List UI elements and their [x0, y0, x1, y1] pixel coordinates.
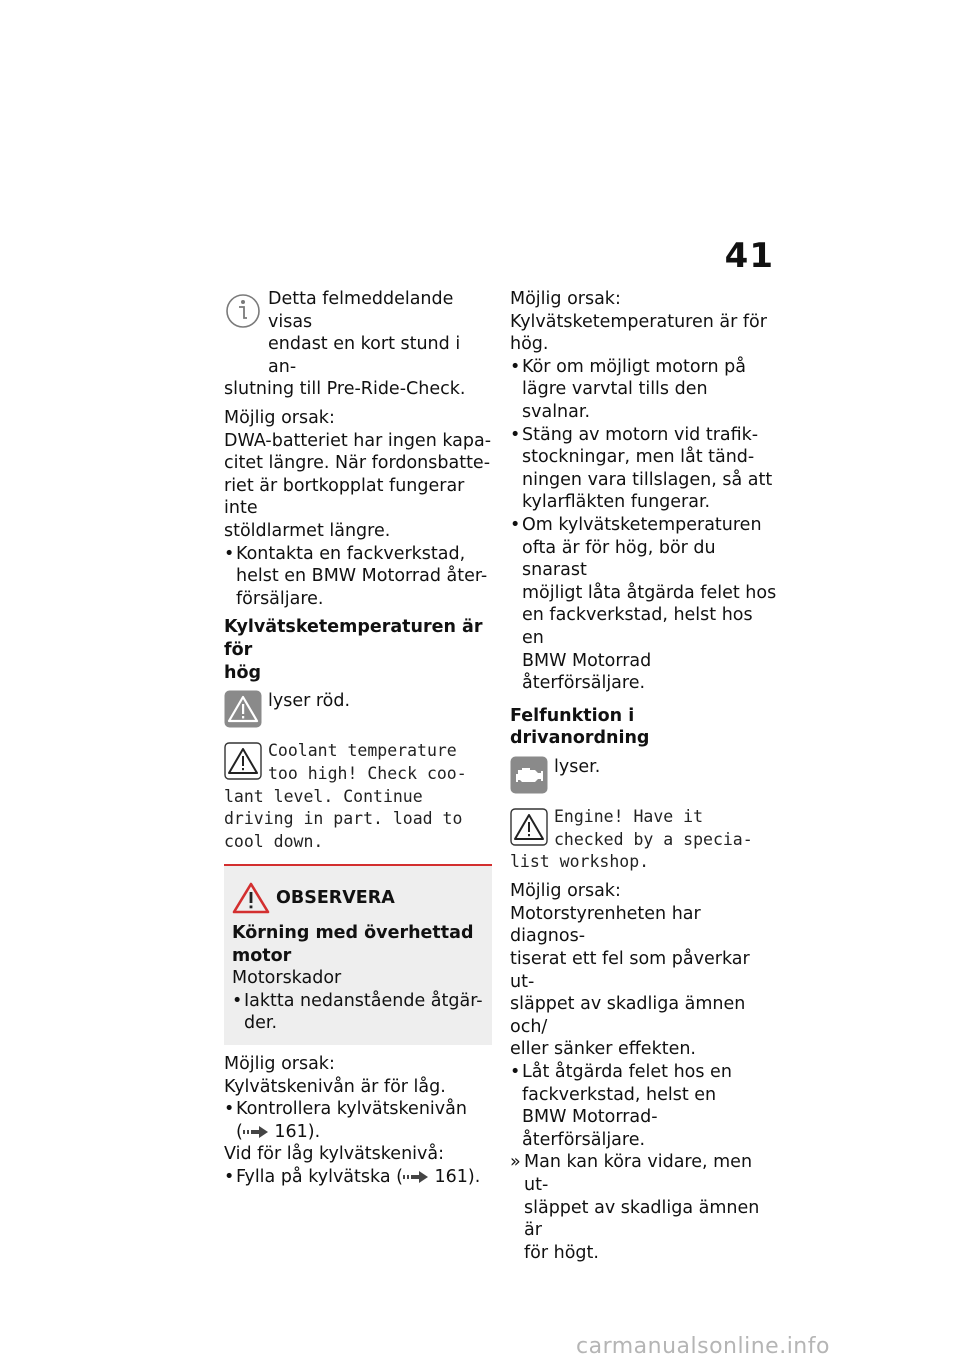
- cause-engine: Möjlig orsak: Motorstyrenheten har diagnos- tiserat ett fel som påverkar ut- släppet av skadliga ämnen och/ eller sänker effekten. • Låt åtgärda felet hos en fackverkstad, helst en BMW Motorrad-återförsäljare. » Man kan köra vidare, men ut- släppet av skadliga ämnen är för högt.: [510, 880, 778, 1264]
- cause-text-line: riet är bortkopplat fungerar inte: [224, 475, 465, 519]
- info-note-line3: slutning till Pre-Ride-Check.: [224, 379, 466, 400]
- bullet-item: • Om kylvätsketemperaturen ofta är för hög, bör du snarast möjligt låta åtgärda felet hos en fackverkstad, helst hos en BMW Motorrad återförsäljare.: [510, 514, 777, 694]
- notice-title: motor: [232, 945, 292, 966]
- cause-label: Möjlig orsak:: [224, 407, 335, 428]
- page-reference-arrow-icon: [243, 1126, 269, 1138]
- warning-triangle-icon: [510, 808, 548, 846]
- cause-high-temp: Möjlig orsak: Kylvätsketemperaturen är för hög. • Kör om möjligt motorn på lägre varvtal tills den svalnar. • Stäng av motorn vid trafik- stockningar, men låt tänd- ningen vara tillslagen, så att kylarfläkten fungerar. • Om kylvätsketemperaturen ofta är för hög, bör du snarast möjligt låta åtgärda felet hos en fackverkstad, helst hos en BMW Motorrad återförsäljare.: [510, 289, 777, 694]
- cause-text-line: DWA-batteriet har ingen kapa-: [224, 430, 492, 451]
- bullet-item: • Låt åtgärda felet hos en fackverkstad, helst en BMW Motorrad-återförsäljare.: [510, 1062, 732, 1150]
- engine-check-lamp-icon: [510, 756, 548, 794]
- cause-label: Möjlig orsak:: [224, 1054, 335, 1075]
- notice-box: [224, 864, 492, 1045]
- warning-lamp-row: [224, 690, 492, 734]
- cause-low-coolant: [224, 1053, 492, 1189]
- left-column: [224, 288, 492, 1189]
- result-item: » Man kan köra vidare, men ut- släppet av skadliga ämnen är för högt.: [510, 1152, 760, 1263]
- bullet-item: • Fylla på kylvätska ( 161).: [224, 1167, 481, 1188]
- cause-text-line: stöldlarmet längre.: [224, 520, 391, 541]
- warning-triangle-icon: [224, 742, 262, 780]
- info-note-line2: endast en kort stund i an-: [268, 334, 461, 377]
- section-drive-heading: [510, 705, 778, 750]
- page-reference-arrow-icon: [403, 1171, 429, 1183]
- info-icon: [224, 290, 262, 328]
- watermark: carmanualsonline.info: [576, 1334, 830, 1359]
- lamp-status-text: lyser röd.: [268, 691, 351, 712]
- cause-text-line: Kylvätskenivån är för låg.: [224, 1076, 446, 1097]
- section-heading: Felfunktion i drivanordning: [510, 705, 650, 749]
- notice-risk: Motorskador: [232, 968, 342, 989]
- engine-lamp-row: [510, 756, 778, 800]
- page-reference[interactable]: 161).: [434, 1167, 481, 1188]
- info-note-line1: Detta felmeddelande visas: [268, 289, 454, 332]
- warning-lamp-icon: [224, 690, 262, 728]
- notice-bullet: • Iaktta nedanstående åtgär- der.: [232, 990, 483, 1034]
- lamp-status-text: lyser.: [554, 756, 601, 777]
- info-note: [224, 288, 492, 401]
- cause-text-line: citet längre. När fordonsbatte-: [224, 453, 491, 474]
- notice-label: OBSERVERA: [276, 888, 395, 909]
- cause-label: Möjlig orsak:: [510, 881, 621, 902]
- bullet-item: • Kör om möjligt motorn på lägre varvtal tills den svalnar.: [510, 356, 746, 422]
- notice-header: [232, 882, 484, 914]
- cause-dwa: [224, 407, 492, 610]
- section-heading: hög: [224, 662, 262, 683]
- result-marker: »: [510, 1152, 521, 1173]
- bullet-item: • Kontakta en fackverkstad, helst en BMW Motorrad åter- försäljare.: [224, 543, 488, 609]
- display-message: Engine! Have it checked by a specia- list workshop.: [510, 806, 753, 872]
- notice-title: Körning med överhettad: [232, 923, 474, 944]
- section-heading: Kylvätsketemperaturen är för: [224, 617, 483, 660]
- bullet-item: • Kontrollera kylvätskenivån ( 161).: [224, 1099, 467, 1142]
- page-number: 41: [724, 236, 774, 276]
- page-reference[interactable]: 161).: [274, 1121, 321, 1142]
- cause-text-line: Vid för låg kylvätskenivå:: [224, 1144, 444, 1165]
- section-coolant-heading: [224, 616, 492, 684]
- bullet-item: • Stäng av motorn vid trafik- stockningar, men låt tänd- ningen vara tillslagen, så att kylarfläkten fungerar.: [510, 424, 773, 513]
- cause-label: Möjlig orsak:: [510, 289, 621, 309]
- right-column: [510, 288, 778, 1264]
- warning-red-icon: [232, 882, 270, 914]
- display-message: Coolant temperature too high! Check coo- lant level. Continue driving in part. load to cool down.: [224, 741, 467, 852]
